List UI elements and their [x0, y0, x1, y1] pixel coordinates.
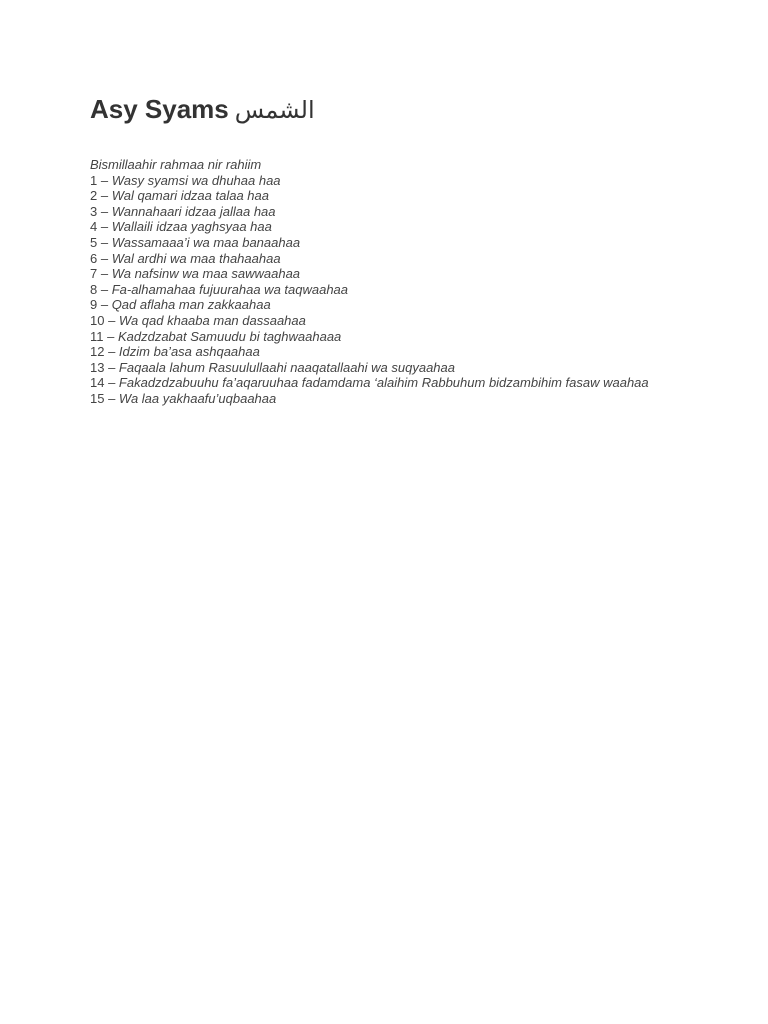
- verse-number: 3 –: [90, 203, 112, 219]
- verse-line: [90, 391, 750, 407]
- verse-text: Wal qamari idzaa talaa haa: [111, 188, 269, 204]
- verse-line: [90, 313, 750, 329]
- verse-number: 11 –: [90, 328, 118, 344]
- verse-line: [90, 282, 750, 298]
- verse-number: 4 –: [90, 219, 112, 235]
- title-arabic: الشمس: [234, 96, 315, 124]
- verse-text: Wa laa yakhaafu’uqbaahaa: [118, 390, 277, 406]
- verse-line: [90, 297, 750, 313]
- verse-text: Idzim ba’asa ashqaahaa: [118, 344, 260, 360]
- verse-text: Wassamaaa’i wa maa banaahaa: [111, 234, 301, 250]
- verse-line: [90, 251, 750, 267]
- verse-text: Wasy syamsi wa dhuhaa haa: [111, 172, 281, 188]
- surah-text: [90, 157, 750, 407]
- verse-text: Wannahaari idzaa jallaa haa: [111, 203, 276, 219]
- document-page: [90, 92, 750, 407]
- verse-line: [90, 188, 750, 204]
- verse-number: 6 –: [90, 250, 112, 266]
- verse-number: 5 –: [90, 234, 112, 250]
- verse-text: Wa qad khaaba man dassaahaa: [118, 312, 306, 328]
- verse-number: 12 –: [90, 344, 119, 360]
- verse-number: 14 –: [90, 375, 119, 391]
- verse-text: Fa-alhamahaa fujuurahaa wa taqwaahaa: [111, 281, 349, 297]
- verse-text: Faqaala lahum Rasuulullaahi naaqatallaahi wa suqyaahaa: [118, 359, 455, 375]
- verse-text: Kadzdzabat Samuudu bi taghwaahaaa: [117, 328, 342, 344]
- verse-line: [90, 235, 750, 251]
- verse-line: [90, 266, 750, 282]
- verse-text: Wal ardhi wa maa thahaahaa: [111, 250, 281, 266]
- verse-line: [90, 344, 750, 360]
- verse-number: 10 –: [90, 312, 119, 328]
- page-title: [90, 92, 750, 127]
- verse-line: [90, 173, 750, 189]
- verse-number: 13 –: [90, 359, 119, 375]
- verse-number: 8 –: [90, 281, 112, 297]
- verse-text: Wallaili idzaa yaghsyaa haa: [111, 219, 272, 235]
- title-latin: Asy Syams: [90, 94, 229, 124]
- basmala-line: Bismillaahir rahmaa nir rahiim: [90, 157, 262, 172]
- verse-number: 7 –: [90, 266, 112, 282]
- verse-line: [90, 360, 750, 376]
- verse-text: Fakadzdzabuuhu fa’aqaruuhaa fadamdama ‘alaihim Rabbuhum bidzambihim fasaw waahaa: [118, 375, 649, 391]
- verse-number: 9 –: [90, 297, 112, 313]
- verse-line: [90, 375, 750, 391]
- verse-line: [90, 204, 750, 220]
- verse-text: Wa nafsinw wa maa sawwaahaa: [111, 266, 301, 282]
- verse-number: 2 –: [90, 188, 112, 204]
- verse-line: [90, 219, 750, 235]
- verse-number: 1 –: [90, 172, 112, 188]
- verse-number: 15 –: [90, 390, 119, 406]
- verse-line: [90, 329, 750, 345]
- verse-text: Qad aflaha man zakkaahaa: [111, 297, 271, 313]
